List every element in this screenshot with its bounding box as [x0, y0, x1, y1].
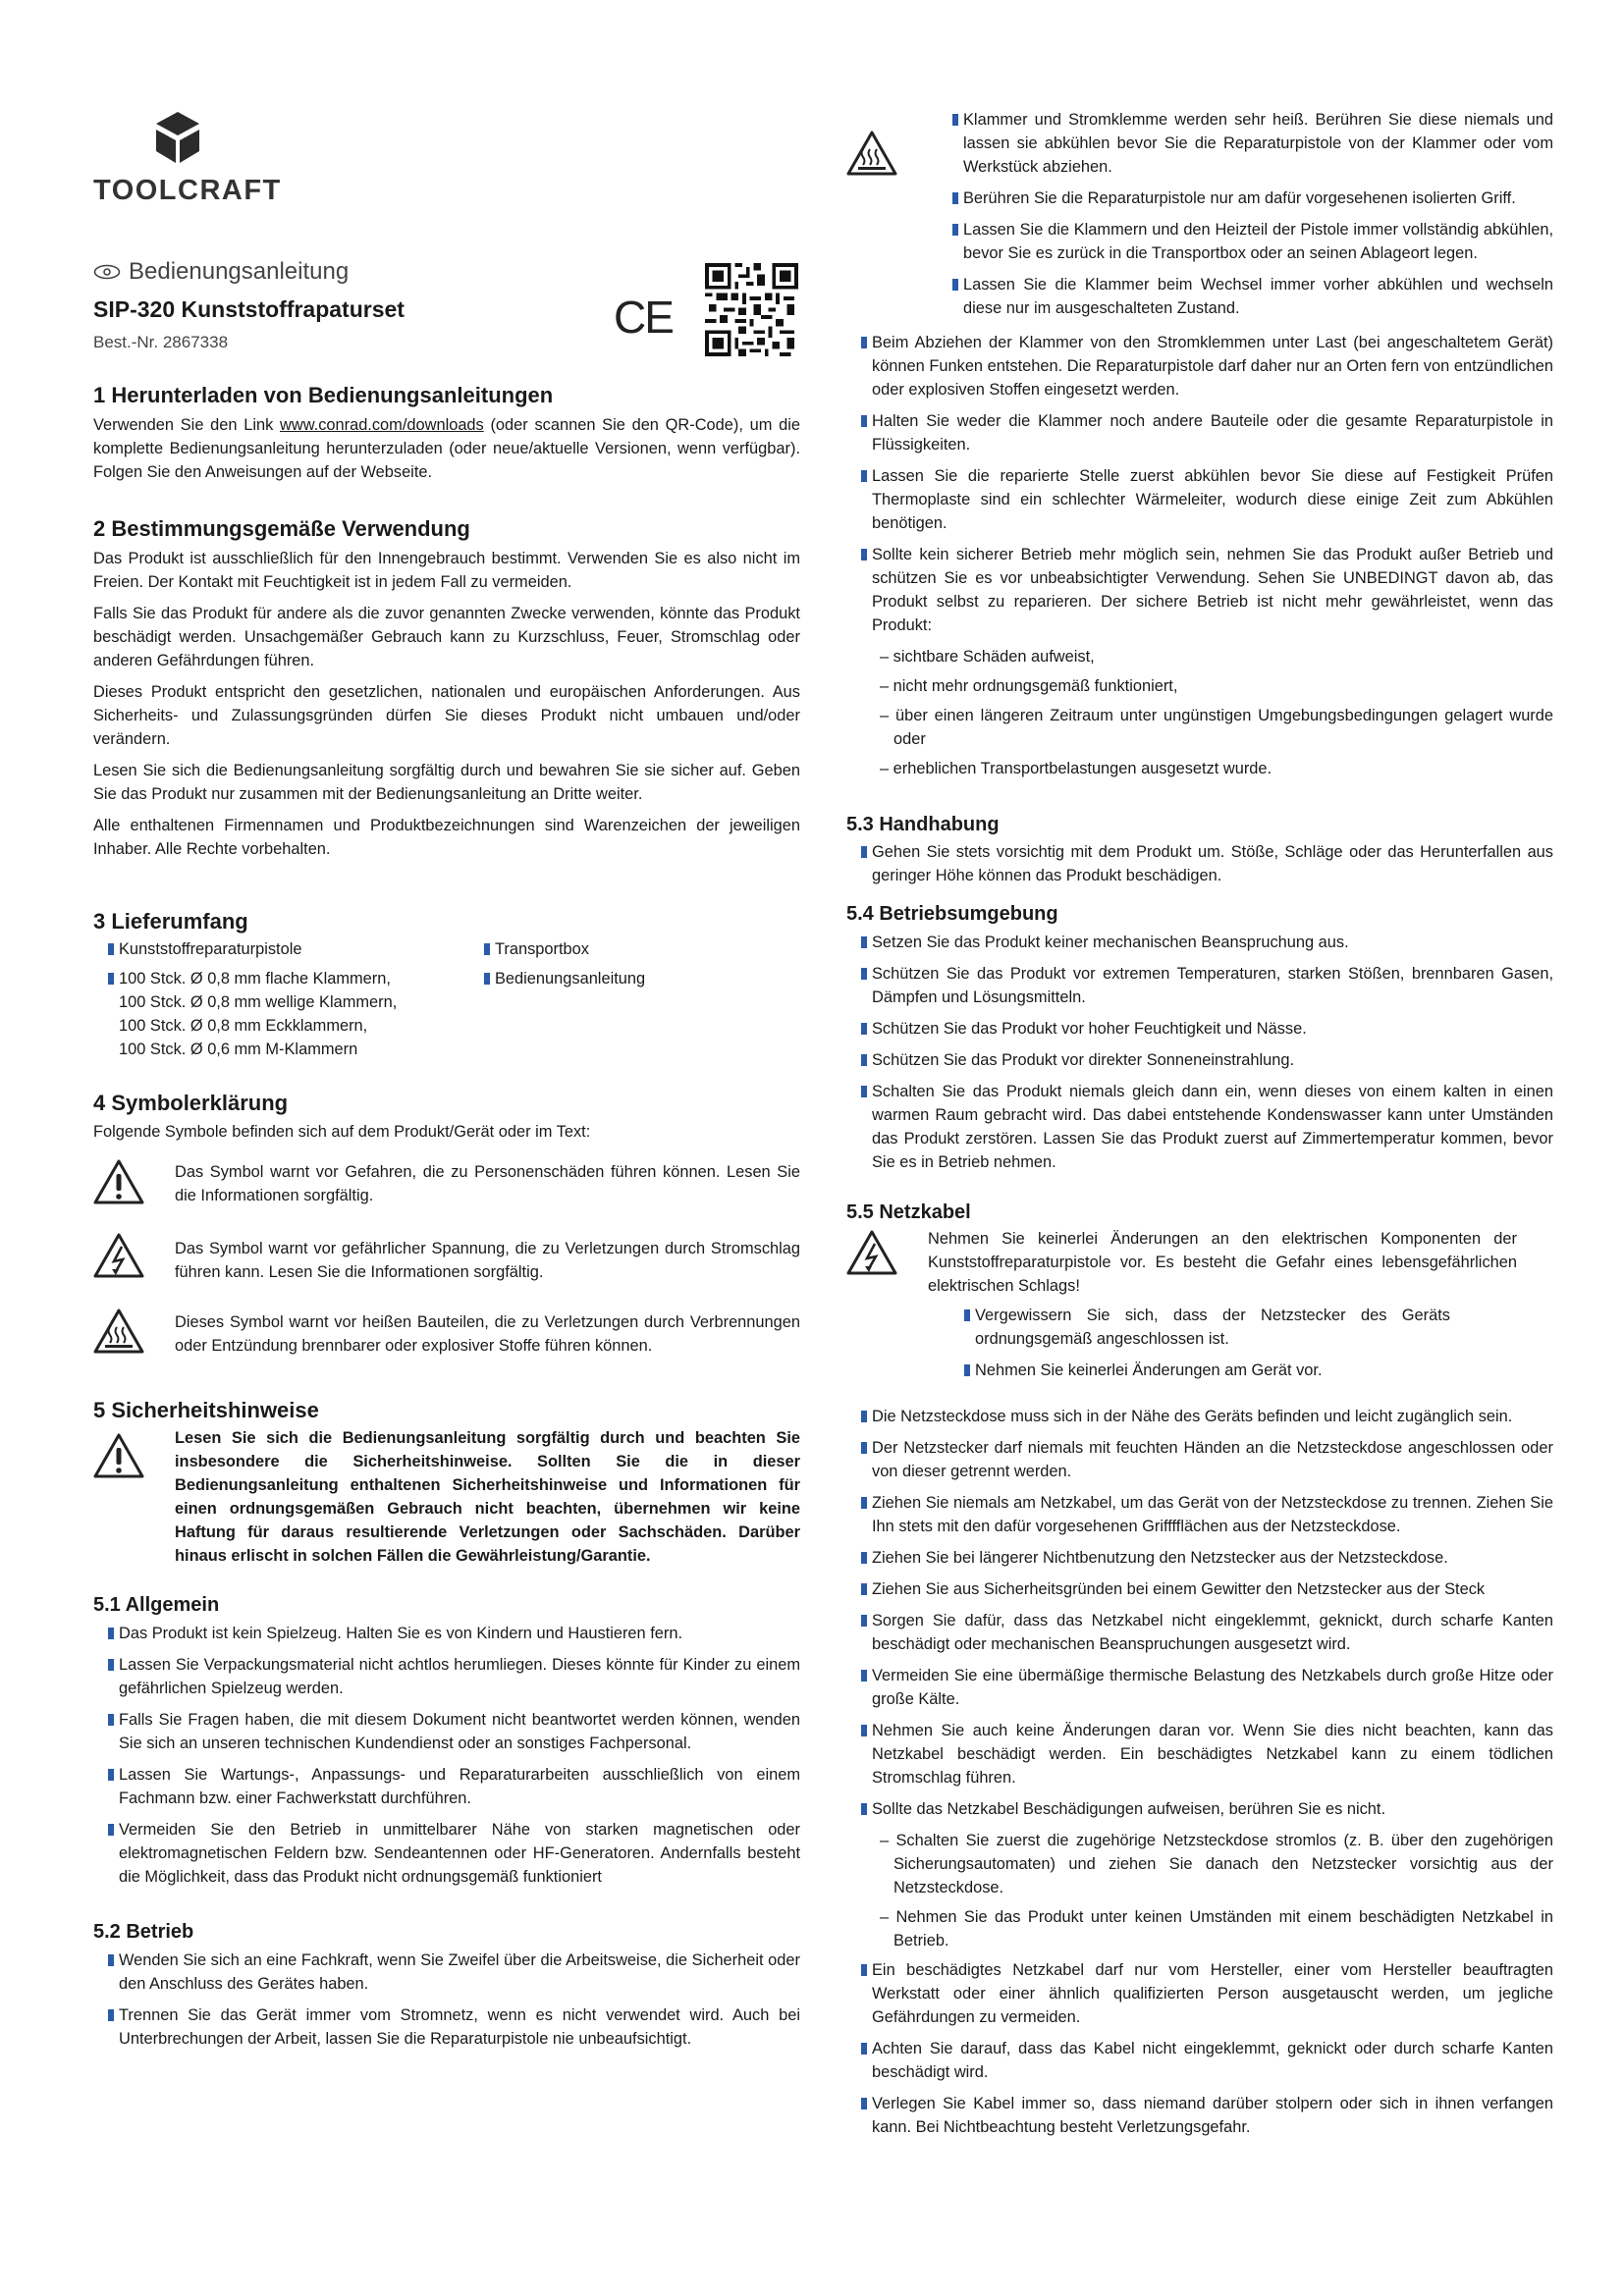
delivery-list-left — [93, 937, 476, 1061]
document-header — [93, 257, 800, 365]
section-5-title: 5 Sicherheitshinweise — [93, 1398, 319, 1422]
list-item: Das Produkt ist kein Spielzeug. Halten Sie es von Kindern und Haustieren fern. — [93, 1622, 800, 1645]
download-link[interactable]: www.conrad.com/downloads — [280, 416, 484, 434]
section-5-2-cont — [846, 331, 1553, 786]
section-1-text-a: Verwenden Sie den Link — [93, 416, 281, 434]
hot-surface-icon — [846, 130, 897, 177]
section-5-3-title: 5.3 Handhabung — [846, 814, 1000, 835]
section-5 — [93, 1397, 800, 1565]
section-5-1 — [93, 1592, 800, 1896]
list-item: Lassen Sie die reparierte Stelle zuerst abkühlen bevor Sie diese auf Festigkeit Prüfen Thermoplaste sind ein schlechter Wärmeleiter, wodurch diese einige Zeit zum Abkühlen benötigen. — [846, 464, 1553, 535]
list-item: Falls Sie Fragen haben, die mit diesem Dokument nicht beantwortet werden können, wenden Sie sich an unseren technischen Kundendienst oder an sonstiges Fachpersonal. — [93, 1708, 800, 1755]
section-2 — [93, 515, 800, 861]
list-item: Schützen Sie das Produkt vor direkter Sonneneinstrahlung. — [846, 1048, 1553, 1072]
list-item: Bedienungsanleitung — [469, 967, 793, 990]
section-4 — [93, 1090, 800, 1384]
list-item: Vermeiden Sie den Betrieb in unmittelbarer Nähe von starken magnetischen oder elektromagnetischen Feldern bzw. Sendeantennen oder HF-Generatoren. Andernfalls besteht die Möglichkeit, dass das Produkt nicht ordnungsgemäß funktioniert — [93, 1818, 800, 1889]
section-1-text-b: (oder scannen Sie den QR-Code), um die komplette Bedienungsanleitung herunterzuladen (oder neue/aktuelle Versionen, wenn verfügbar). Folgen Sie den Anweisungen auf der Webseite. — [93, 416, 800, 481]
section-1-title: 1 Herunterladen von Bedienungsanleitungen — [93, 383, 554, 407]
section-2-p4: Lesen Sie sich die Bedienungsanleitung sorgfältig durch und bewahren Sie sie sicher auf. Geben Sie das Produkt nur zusammen mit der Bedienungsanleitung an Dritte weiter. — [93, 762, 800, 803]
list-item: Sollte kein sicherer Betrieb mehr möglich sein, nehmen Sie das Produkt außer Betrieb und schützen Sie es vor unbeabsichtigter Verwendung. Sehen Sie UNBEDINGT davon ab, das Produkt selbst zu reparieren. Der sichere Betrieb ist nicht mehr gewährleistet, wenn das Produkt: — [846, 543, 1553, 637]
list-item: Lassen Sie die Klammer beim Wechsel immer vorher abkühlen und wechseln diese nur im ausgeschalteten Zustand. — [938, 273, 1553, 320]
list-item: Der Netzstecker darf niemals mit feuchten Händen an die Netzsteckdose angeschlossen oder von dieser getrennt werden. — [846, 1436, 1553, 1483]
netzkabel-warning-text: Nehmen Sie keinerlei Änderungen an den elektrischen Komponenten der Kunststoffreparaturpistole vor. Es besteht die Gefahr eines lebensgefährlichen elektrischen Schlags! — [928, 1230, 1517, 1295]
list-item: Lassen Sie die Klammern und den Heizteil der Pistole immer vollständig abkühlen, bevor Sie es zurück in die Transportbox oder an seinen Ablageort legen. — [938, 218, 1553, 265]
list-item: Nehmen Sie auch keine Änderungen daran vor. Wenn Sie dies nicht beachten, kann das Netzkabel beschädigt werden. Ein beschädigtes Netzkabel kann zu einem tödlichen Stromschlag führen. — [846, 1719, 1553, 1789]
doc-type-label: Bedienungsanleitung — [129, 258, 350, 285]
list-item: Vermeiden Sie eine übermäßige thermische Belastung des Netzkabels durch große Hitze oder große Kälte. — [846, 1664, 1553, 1711]
hot-surface-icon — [93, 1308, 144, 1355]
brand-name: TOOLCRAFT — [93, 175, 282, 206]
brand — [93, 110, 282, 208]
dash-item: – Schalten Sie zuerst die zugehörige Netzsteckdose stromlos (z. B. über den zugehörigen Sicherungsautomaten) und ziehen Sie danach den Netzstecker vorsichtig aus der Netzsteckdose. — [880, 1832, 1553, 1896]
order-number: Best.-Nr. 2867338 — [93, 333, 229, 351]
list-item: Transportbox — [469, 937, 793, 961]
section-4-title: 4 Symbolerklärung — [93, 1091, 289, 1115]
list-item: Kunststoffreparaturpistole — [93, 937, 476, 961]
list-item: Beim Abziehen der Klammer von den Stromklemmen unter Last (bei angeschaltetem Gerät) können Funken entstehen. Die Reparaturpistole darf daher nur an Orten fern von entzündlichen oder explosiven Stoffen eingesetzt werden. — [846, 331, 1553, 401]
warning-icon — [93, 1158, 144, 1205]
dash-item: – über einen längeren Zeitraum unter ungünstigen Umgebungsbedingungen gelagert wurde oder — [880, 707, 1553, 748]
section-2-title: 2 Bestimmungsgemäße Verwendung — [93, 516, 470, 541]
dash-item: – sichtbare Schäden aufweist, — [880, 648, 1095, 666]
section-5-5-title: 5.5 Netzkabel — [846, 1201, 971, 1223]
section-3 — [93, 908, 800, 1083]
section-1-text — [93, 413, 800, 484]
section-5-1-title: 5.1 Allgemein — [93, 1594, 220, 1616]
list-item: Schützen Sie das Produkt vor hoher Feuchtigkeit und Nässe. — [846, 1017, 1553, 1041]
section-5-4 — [846, 901, 1553, 1182]
list-item: Ziehen Sie bei längerer Nichtbenutzung den Netzstecker aus der Netzsteckdose. — [846, 1546, 1553, 1570]
list-item: Schützen Sie das Produkt vor extremen Temperaturen, starken Stößen, brennbaren Gasen, Dämpfen und Lösungsmitteln. — [846, 962, 1553, 1009]
section-2-p1: Das Produkt ist ausschließlich für den Innengebrauch bestimmt. Verwenden Sie es also nicht im Freien. Der Kontakt mit Feuchtigkeit ist in jedem Fall zu vermeiden. — [93, 550, 800, 591]
list-item: Trennen Sie das Gerät immer vom Stromnetz, wenn es nicht verwendet wird. Auch bei Unterbrechungen der Arbeit, lassen Sie die Reparaturpistole nie unbeaufsichtigt. — [93, 2003, 800, 2051]
list-item-cont: 100 Stck. Ø 0,8 mm wellige Klammern, — [119, 993, 398, 1011]
section-2-p2: Falls Sie das Produkt für andere als die zuvor genannten Zwecke verwenden, könnte das Produkt beschädigt werden. Unsachgemäßer Gebrauch kann zu Kurzschluss, Feuer, Stromschlag oder anderen Gefährdungen führen. — [93, 605, 800, 669]
section-5-5 — [846, 1200, 1553, 1379]
section-3-title: 3 Lieferumfang — [93, 909, 248, 934]
section-5-3 — [846, 812, 1553, 895]
dash-item: – nicht mehr ordnungsgemäß funktioniert, — [880, 677, 1178, 695]
list-item: Achten Sie darauf, dass das Kabel nicht eingeklemmt, geknickt oder durch scharfe Kanten beschädigt wird. — [846, 2037, 1553, 2084]
doc-type — [93, 257, 800, 287]
list-item-cont: 100 Stck. Ø 0,8 mm Eckklammern, — [119, 1017, 368, 1035]
list-item: Lassen Sie Verpackungsmaterial nicht achtlos herumliegen. Dieses könnte für Kinder zu einem gefährlichen Spielzeug werden. — [93, 1653, 800, 1700]
list-item: Berühren Sie die Reparaturpistole nur am dafür vorgesehenen isolierten Griff. — [938, 187, 1553, 210]
list-item: Klammer und Stromklemme werden sehr heiß. Berühren Sie diese niemals und lassen sie abkühlen bevor Sie die Reparaturpistole von der Klammer oder vom Werkstück abziehen. — [938, 108, 1553, 179]
list-item: Halten Sie weder die Klammer noch andere Bauteile oder die gesamte Reparaturpistole in Flüssigkeiten. — [846, 409, 1553, 456]
section-5-2 — [93, 1919, 800, 2058]
ce-mark: CE — [614, 292, 673, 343]
list-item: Schalten Sie das Produkt niemals gleich dann ein, wenn dieses von einem kalten in einen warmen Raum gebracht wird. Das dabei entstehende Kondenswasser kann unter Umständen das Produkt zerstören. Lassen Sie das Produkt zuerst auf Zimmertemperatur kommen, bevor Sie es in Betrieb nehmen. — [846, 1080, 1553, 1174]
dash-item: – Nehmen Sie das Produkt unter keinen Umständen mit einem beschädigten Netzkabel in Betrieb. — [880, 1908, 1553, 1949]
list-item: Wenden Sie sich an eine Fachkraft, wenn Sie Zweifel über die Arbeitsweise, die Sicherheit oder den Anschluss des Gerätes haben. — [93, 1949, 800, 1996]
list-item: Ziehen Sie aus Sicherheitsgründen bei einem Gewitter den Netzstecker aus der Steck — [846, 1577, 1553, 1601]
qr-code-icon — [705, 262, 798, 357]
section-2-p5: Alle enthaltenen Firmennamen und Produktbezeichnungen sind Warenzeichen der jeweiligen Inhaber. Alle Rechte vorbehalten. — [93, 817, 800, 858]
safety-warning-text: Lesen Sie sich die Bedienungsanleitung sorgfältig durch und beachten Sie insbesondere die Sicherheitshinweise. Sollten Sie die in dieser Bedienungsanleitung enthaltenen Sicherheitshinweise und Informationen für einen ordnungsgemäßen Gebrauch nicht beachten, übernehmen wir keine Haftung für daraus resultierende Verletzungen oder Sachschäden. Darüber hinaus erlischt in solchen Fällen die Gewährleistung/Garantie. — [175, 1429, 800, 1565]
section-5-4-title: 5.4 Betriebsumgebung — [846, 903, 1058, 925]
product-title: SIP-320 Kunststoffrapaturset — [93, 296, 405, 322]
symbol-1-text: Das Symbol warnt vor Gefahren, die zu Personenschäden führen können. Lesen Sie die Informationen sorgfältig. — [175, 1163, 800, 1204]
list-item: Nehmen Sie keinerlei Änderungen am Gerät vor. — [949, 1359, 1450, 1382]
symbol-2-text: Das Symbol warnt vor gefährlicher Spannung, die zu Verletzungen durch Stromschlag führen kann. Lesen Sie die Informationen sorgfältig. — [175, 1240, 800, 1281]
list-item: Vergewissern Sie sich, dass der Netzstecker des Geräts ordnungsgemäß angeschlossen ist. — [949, 1304, 1450, 1351]
list-item: Sorgen Sie dafür, dass das Netzkabel nicht eingeklemmt, geknickt, durch scharfe Kanten beschädigt oder mechanischen Beanspruchungen ausgesetzt wird. — [846, 1609, 1553, 1656]
section-5-5-list — [846, 1405, 1553, 2147]
list-item-cont: 100 Stck. Ø 0,6 mm M-Klammern — [119, 1041, 358, 1058]
section-1 — [93, 382, 800, 484]
delivery-list-right — [469, 937, 793, 996]
section-2-p3: Dieses Produkt entspricht den gesetzlichen, nationalen und europäischen Anforderungen. Aus Sicherheits- und Zulassungsgründen dürfen Sie dieses Produkt nicht umbauen und/oder verändern. — [93, 683, 800, 748]
symbol-3-text: Dieses Symbol warnt vor heißen Bauteilen, die zu Verletzungen durch Verbrennungen oder Entzündung brennbarer oder explosiver Stoffe führen können. — [175, 1313, 800, 1355]
list-item: 100 Stck. Ø 0,8 mm flache Klammern, — [93, 967, 476, 990]
section-5-2-title: 5.2 Betrieb — [93, 1921, 194, 1943]
list-item: Gehen Sie stets vorsichtig mit dem Produkt um. Stöße, Schläge oder das Herunterfallen aus geringer Höhe können das Produkt beschädigen. — [846, 840, 1553, 887]
list-item: Sollte das Netzkabel Beschädigungen aufweisen, berühren Sie es nicht. — [846, 1797, 1553, 1821]
high-voltage-icon — [846, 1229, 897, 1276]
toolcraft-logo-icon — [152, 110, 203, 165]
eye-icon — [93, 264, 121, 280]
list-item: Ziehen Sie niemals am Netzkabel, um das Gerät von der Netzsteckdose zu trennen. Ziehen Sie Ihn stets mit den dafür vorgesehenen Grifffflächen aus der Netzsteckdose. — [846, 1491, 1553, 1538]
section-4-intro: Folgende Symbole befinden sich auf dem Produkt/Gerät oder im Text: — [93, 1123, 591, 1141]
list-item: Setzen Sie das Produkt keiner mechanischen Beanspruchung aus. — [846, 931, 1553, 954]
warning-icon — [93, 1432, 144, 1479]
list-item: Verlegen Sie Kabel immer so, dass niemand darüber stolpern oder sich in ihnen verfangen kann. Bei Nichtbeachtung besteht Verletzungsgefahr. — [846, 2092, 1553, 2139]
list-item: Die Netzsteckdose muss sich in der Nähe des Geräts befinden und leicht zugänglich sein. — [846, 1405, 1553, 1428]
high-voltage-icon — [93, 1232, 144, 1279]
list-item: Lassen Sie Wartungs-, Anpassungs- und Reparaturarbeiten ausschließlich von einem Fachmann bzw. einer Fachwerkstatt durchführen. — [93, 1763, 800, 1810]
dash-item: – erheblichen Transportbelastungen ausgesetzt wurde. — [880, 760, 1272, 777]
list-item: Ein beschädigtes Netzkabel darf nur vom Hersteller, einer vom Hersteller beauftragten Werkstatt oder einer ähnlich qualifizierten Person ausgetauscht werden, um jegliche Gefährdungen zu vermeiden. — [846, 1958, 1553, 2029]
